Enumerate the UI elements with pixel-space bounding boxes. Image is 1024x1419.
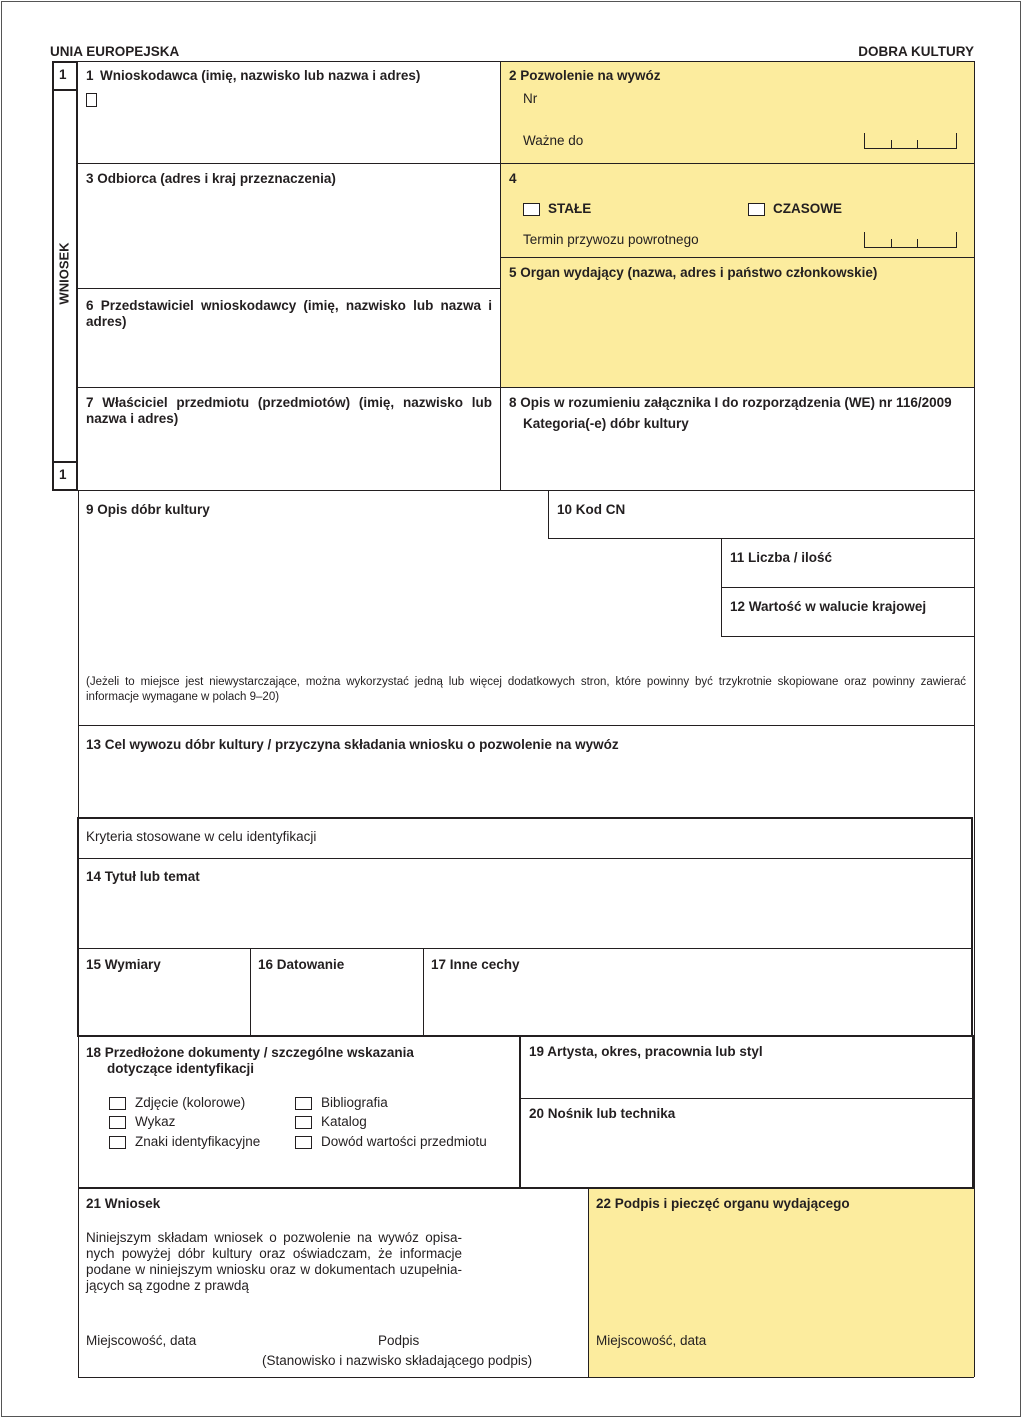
option-identification-marks: Znaki identyfikacyjne bbox=[135, 1134, 261, 1149]
field10-label: 10 Kod CN bbox=[557, 502, 626, 517]
field1-number: 1 bbox=[86, 68, 94, 83]
declaration-line-1: Niniejszym składam wniosek o pozwolenie na wywóz opisa- bbox=[86, 1230, 462, 1245]
field2-nr-label: Nr bbox=[523, 91, 538, 106]
space-note: (Jeżeli to miejsce jest niewystarczające, można wykorzystać jedną lub więcej dodatkowych stron, które powinny być trzykrotnie skopiowane oraz powinny zawierać informacje wymagane w polach 9–20) bbox=[86, 676, 966, 703]
field22-label: 22 Podpis i pieczęć organu wydającego bbox=[596, 1196, 850, 1211]
field15-label: 15 Wymiary bbox=[86, 957, 161, 972]
field6-label: 6 Przedstawiciel wnioskodawcy (imię, nazwisko lub nazwa i adres) bbox=[86, 298, 492, 329]
field1-label: Wnioskodawca (imię, nazwisko lub nazwa i adres) bbox=[100, 68, 421, 83]
signature-label[interactable]: Podpis bbox=[378, 1333, 420, 1348]
declaration-line-3: podane w niniejszym wniosku oraz w dokumentach uzupełnia- bbox=[86, 1262, 462, 1277]
field16-label: 16 Datowanie bbox=[258, 957, 345, 972]
declaration-line-2: nych powyżej dóbr kultury oraz oświadczam, że informacje bbox=[86, 1246, 462, 1261]
criteria-label: Kryteria stosowane w celu identyfikacji bbox=[86, 829, 317, 844]
checkbox-list[interactable] bbox=[109, 1116, 126, 1129]
checkbox-temporary[interactable] bbox=[748, 203, 765, 216]
checkbox-permanent[interactable] bbox=[523, 203, 540, 216]
field8-sub: Kategoria(-e) dóbr kultury bbox=[523, 416, 689, 431]
field21-label: 21 Wniosek bbox=[86, 1196, 161, 1211]
field22-place-date[interactable]: Miejscowość, data bbox=[596, 1333, 707, 1348]
option-photo: Zdjęcie (kolorowe) bbox=[135, 1095, 246, 1110]
field4-number: 4 bbox=[509, 171, 517, 186]
declaration-line-4: jących są zgodne z prawdą bbox=[86, 1278, 249, 1293]
field18-label-line1: 18 Przedłożone dokumenty / szczególne wskazania bbox=[86, 1045, 414, 1060]
header-eu: UNIA EUROPEJSKA bbox=[50, 44, 180, 59]
field2-valid-until-label: Ważne do bbox=[523, 133, 584, 148]
side-label: WNIOSEK bbox=[56, 242, 72, 305]
side-number-top: 1 bbox=[59, 67, 67, 82]
field13-label: 13 Cel wywozu dóbr kultury / przyczyna składania wniosku o pozwolenie na wywóz bbox=[86, 737, 619, 752]
option-permanent-label: STAŁE bbox=[548, 201, 592, 216]
option-list: Wykaz bbox=[135, 1114, 176, 1129]
option-temporary-label: CZASOWE bbox=[773, 201, 842, 216]
field20-label: 20 Nośnik lub technika bbox=[529, 1106, 676, 1121]
option-bibliography: Bibliografia bbox=[321, 1095, 388, 1110]
field12-label: 12 Wartość w walucie krajowej bbox=[730, 599, 927, 614]
field14-label: 14 Tytuł lub temat bbox=[86, 869, 200, 884]
checkbox-identification-marks[interactable] bbox=[109, 1136, 126, 1149]
field3-label: 3 Odbiorca (adres i kraj przeznaczenia) bbox=[86, 171, 336, 186]
field11-label: 11 Liczba / ilość bbox=[730, 550, 833, 565]
header-cultural-goods: DOBRA KULTURY bbox=[858, 44, 974, 59]
field2-label: 2 Pozwolenie na wywóz bbox=[509, 68, 661, 83]
field1-marker-box[interactable] bbox=[86, 93, 97, 107]
field8-label: 8 Opis w rozumieniu załącznika I do rozporządzenia (WE) nr 116/2009 bbox=[509, 395, 952, 410]
criteria-box bbox=[77, 817, 973, 1037]
field9-label: 9 Opis dóbr kultury bbox=[86, 502, 210, 517]
field18-label-line2: dotyczące identyfikacji bbox=[107, 1061, 255, 1076]
checkbox-photo[interactable] bbox=[109, 1097, 126, 1110]
checkbox-proof-of-value[interactable] bbox=[295, 1136, 312, 1149]
field19-label: 19 Artysta, okres, pracownia lub styl bbox=[529, 1044, 763, 1059]
checkbox-catalogue[interactable] bbox=[295, 1116, 312, 1129]
field7-label: 7 Właściciel przedmiotu (przedmiotów) (imię, nazwisko lub nazwa i adres) bbox=[86, 395, 492, 426]
field17-label: 17 Inne cechy bbox=[431, 957, 520, 972]
return-term-label: Termin przywozu powrotnego bbox=[523, 232, 699, 247]
option-catalogue: Katalog bbox=[321, 1114, 367, 1129]
side-number-bottom: 1 bbox=[59, 467, 67, 482]
return-term-date[interactable] bbox=[864, 232, 957, 248]
signature-note: (Stanowisko i nazwisko składającego podpis) bbox=[262, 1353, 533, 1368]
field5-label: 5 Organ wydający (nazwa, adres i państwo członkowskie) bbox=[509, 265, 878, 280]
field21-place-date[interactable]: Miejscowość, data bbox=[86, 1333, 197, 1348]
checkbox-bibliography[interactable] bbox=[295, 1097, 312, 1110]
field2-valid-until-date[interactable] bbox=[864, 133, 957, 149]
option-proof-of-value: Dowód wartości przedmiotu bbox=[321, 1134, 487, 1149]
